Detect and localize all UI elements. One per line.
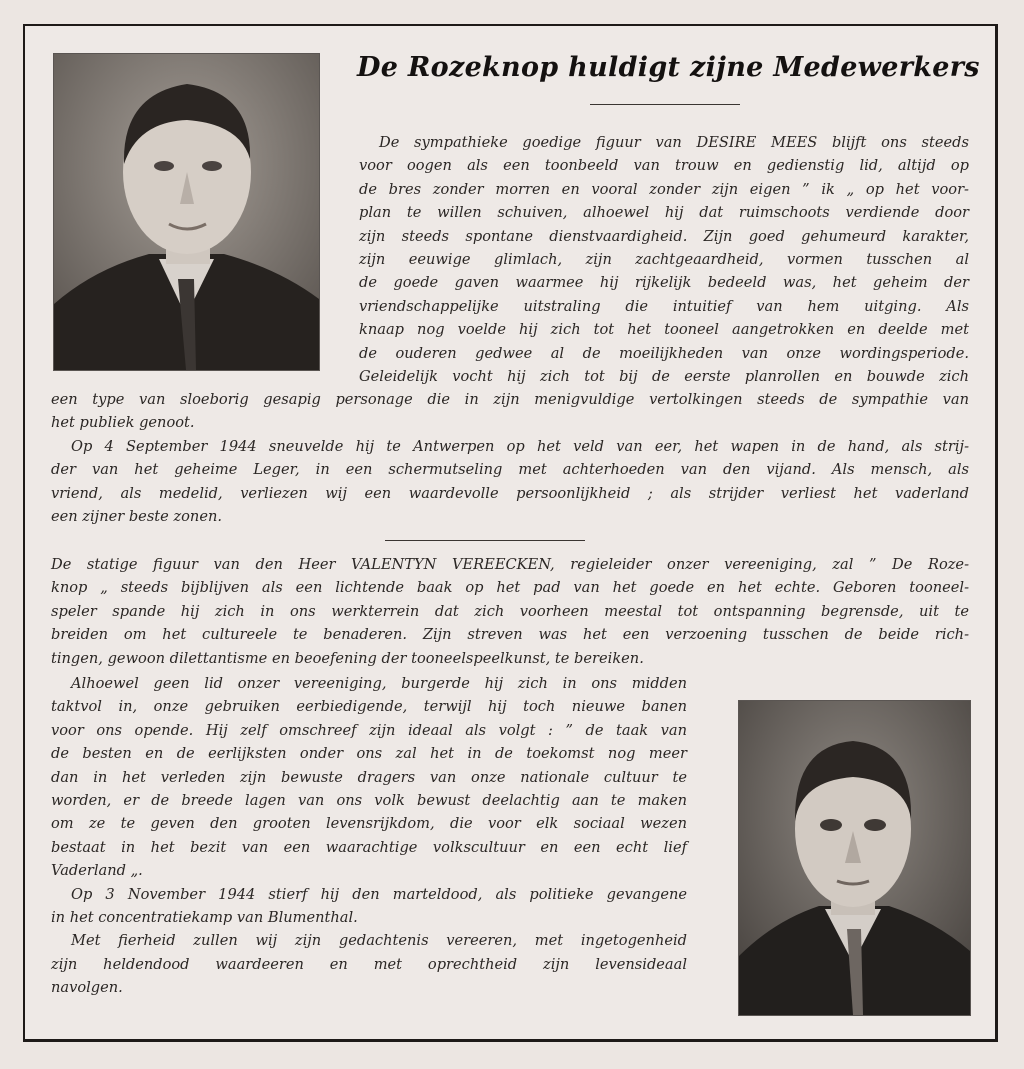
- portrait-silhouette-icon: [54, 54, 319, 370]
- text-line: zijn heldendood waardeeren en met oprechtheid zijn levensideaal: [51, 955, 687, 973]
- text-line: bestaat in het bezit van een waarachtige volkscultuur en een echt lief: [51, 838, 687, 856]
- text-line: Geleidelijk vocht hij zich tot bij de eerste planrollen en bouwde zich: [359, 367, 969, 385]
- text-line: knop „ steeds bijblijven als een lichtende baak op het pad van het goede en het echte. Geboren tooneel-: [51, 579, 969, 597]
- text-line: De statige figuur van den Heer VALENTYN VEREECKEN, regieleider onzer vereeniging, zal ” De Roze-: [51, 556, 969, 573]
- text-line: voor oogen als een toonbeeld van trouw en gedienstig lid, altijd op: [359, 157, 969, 175]
- section-vereecken-intro: [51, 553, 969, 670]
- text-line: breiden om het cultureele te benaderen. Zijn streven was het een verzoening tusschen de beide rich-: [51, 626, 969, 644]
- text-line: voor ons opende. Hij zelf omschreef zijn ideaal als volgt : ” de taak van: [51, 721, 687, 739]
- portrait-valentyn-vereecken: [739, 701, 970, 1015]
- section-divider: [385, 540, 585, 541]
- text-line: der van het geheime Leger, in een schermutseling met achterhoeden van den vijand. Als mensch, als: [51, 461, 969, 479]
- text-line: het publiek genoot.: [51, 414, 195, 432]
- text-line: Op 3 November 1944 stierf hij den marteldood, als politieke gevangene: [71, 885, 687, 903]
- text-line: worden, er de breede lagen van ons volk bewust deelachtig aan te maken: [51, 791, 687, 809]
- text-line: de ouderen gedwee al de moeilijkheden van onze wordingsperiode.: [359, 344, 969, 362]
- text-line: Vaderland „.: [51, 862, 143, 880]
- article-title: De Rozeknop huldigt zijne Medewerkers: [357, 52, 980, 83]
- text-line: Alhoewel geen lid onzer vereeniging, burgerde hij zich in ons midden: [71, 675, 687, 692]
- text-line: plan te willen schuiven, alhoewel hij dat ruimschoots verdiende door: [359, 204, 969, 222]
- text-line: dan in het verleden zijn bewuste dragers van onze nationale cultuur te: [51, 768, 687, 786]
- text-line: een zijner beste zonen.: [51, 507, 222, 525]
- text-line: de goede gaven waarmee hij rijkelijk bedeeld was, het geheim der: [359, 274, 969, 292]
- title-divider: [590, 104, 740, 105]
- text-line: de bres zonder morren en vooral zonder zijn eigen ” ik „ op het voor-: [359, 180, 969, 198]
- text-line: speler spande hij zich in ons werkterrein dat zich voorheen meestal tot ontspanning begrensde, uit te: [51, 602, 969, 620]
- text-line: Met fierheid zullen wij zijn gedachtenis vereeren, met ingetogenheid: [71, 932, 687, 950]
- text-line: Op 4 September 1944 sneuvelde hij te Antwerpen op het veld van eer, het wapen in de hand, als strij-: [71, 437, 969, 455]
- text-line: De sympathieke goedige figuur van DESIRE MEES blijft ons steeds: [379, 134, 969, 151]
- section-desire-mees-full: [51, 388, 969, 528]
- text-line: zijn eeuwige glimlach, zijn zachtgeaardheid, vormen tusschen al: [359, 250, 969, 268]
- section-vereecken-wrap: [51, 672, 687, 999]
- text-line: vriendschappelijke uitstraling die intuitief van hem uitging. Als: [359, 297, 969, 315]
- text-line: knaap nog voelde hij zich tot het tooneel aangetrokken en deelde met: [359, 321, 969, 339]
- text-line: in het concentratiekamp van Blumenthal.: [51, 908, 358, 926]
- text-line: taktvol in, onze gebruiken eerbiedigende, terwijl hij toch nieuwe banen: [51, 698, 687, 716]
- text-line: de besten en de eerlijksten onder ons zal het in de toekomst nog meer: [51, 745, 687, 763]
- portrait-desire-mees: [54, 54, 319, 370]
- text-line: om ze te geven den grooten levensrijkdom, die voor elk sociaal wezen: [51, 815, 687, 833]
- text-line: navolgen.: [51, 979, 123, 997]
- portrait-silhouette-icon: [739, 701, 970, 1015]
- text-line: een type van sloeborig gesapig personage die in zijn menigvuldige vertolkingen steeds de sympathie van: [51, 391, 969, 408]
- text-line: zijn steeds spontane dienstvaardigheid. Zijn goed gehumeurd karakter,: [359, 227, 969, 245]
- section-desire-mees-wrap: [359, 131, 969, 388]
- text-line: vriend, als medelid, verliezen wij een waardevolle persoonlijkheid ; als strijder verliest het vaderland: [51, 484, 969, 502]
- article-frame: [23, 24, 998, 1042]
- text-line: tingen, gewoon dilettantisme en beoefening der tooneelspeelkunst, te bereiken.: [51, 649, 644, 667]
